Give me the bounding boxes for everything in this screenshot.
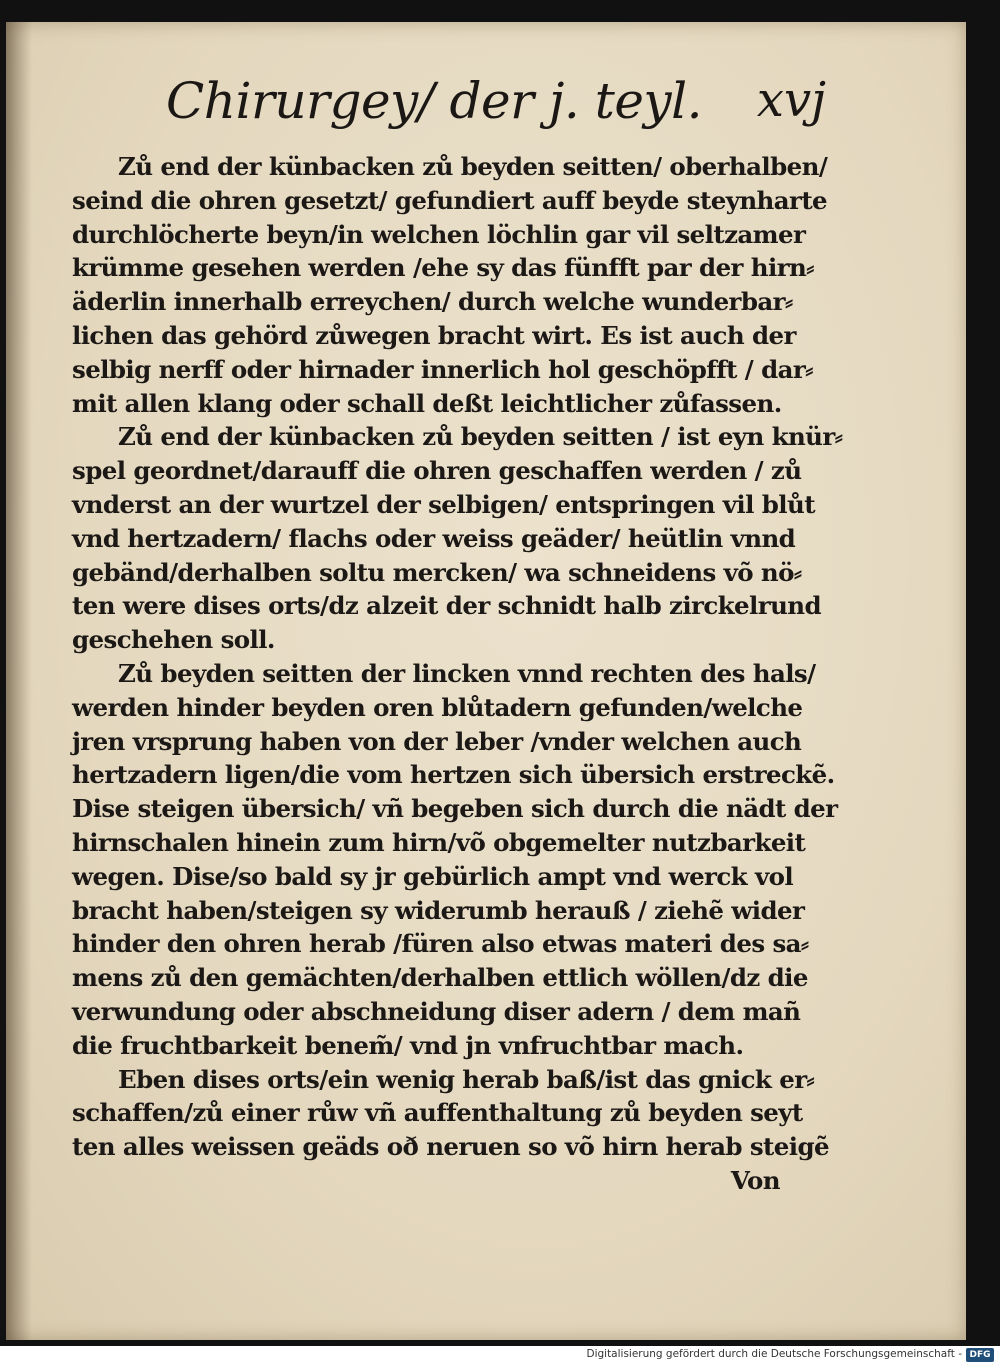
text-line: mens zů den gemächten/derhalben ettlich wöllen/dz die [72, 963, 808, 993]
body-text [72, 150, 843, 1198]
page-header [166, 72, 826, 142]
text-line: hirnschalen hinein zum hirn/võ obgemelter nutzbarkeit [72, 827, 806, 857]
text-line: lichen das gehörd zůwegen bracht wirt. Es ist auch der [72, 320, 796, 350]
text-line: vnd hertzadern/ flachs oder weiss geäder/ heütlin vnnd [72, 523, 796, 553]
text-line: Zů end der künbacken zů beyden seitten/ oberhalben/ [118, 152, 828, 181]
text-line: schaffen/zů einer růw vñ auffenthaltung zů beyden seyt [72, 1098, 803, 1128]
text-line: durchlöcherte beyn/in welchen löchlin gar vil seltzamer [72, 219, 806, 249]
text-line: hertzadern ligen/die vom hertzen sich übersich erstreckẽ. [72, 760, 835, 790]
text-line: werden hinder beyden oren blůtadern gefunden/welche [72, 692, 803, 722]
text-line: verwundung oder abschneidung diser adern / dem mañ [72, 996, 801, 1026]
text-line: hinder den ohren herab /füren also etwas materi des sa⸗ [72, 929, 809, 959]
gutter-shadow [6, 22, 32, 1340]
text-line: jren vrsprung haben von der leber /vnder welchen auch [72, 726, 802, 756]
text-line: äderlin innerhalb erreychen/ durch welche wunderbar⸗ [72, 287, 793, 317]
running-title: Chirurgey/ der j. teyl. [166, 72, 703, 130]
text-line: Zů end der künbacken zů beyden seitten / ist eyn knür⸗ [118, 422, 843, 452]
text-line: geschehen soll. [72, 625, 275, 655]
text-line: krümme gesehen werden /ehe sy das fünfft par der hirn⸗ [72, 253, 814, 283]
text-line: bracht haben/steigen sy widerumb herauß / ziehẽ wider [72, 895, 805, 925]
text-line: wegen. Dise/so bald sy jr gebürlich ampt vnd werck vol [72, 861, 794, 891]
text-line: mit allen klang oder schall deßt leichtlicher zůfassen. [72, 388, 782, 418]
text-line: Dise steigen übersich/ vñ begeben sich durch die nädt der [72, 794, 838, 824]
catchword: Von [730, 1165, 780, 1195]
folio-number: xvj [756, 72, 826, 128]
text-line: gebänd/derhalben soltu mercken/ wa schneidens võ nö⸗ [72, 557, 802, 587]
text-line: ten were dises orts/dz alzeit der schnidt halb zirckelrund [72, 591, 822, 621]
text-line: selbig nerff oder hirnader innerlich hol geschöpfft / dar⸗ [72, 354, 813, 384]
text-line: seind die ohren gesetzt/ gefundiert auff beyde steynharte [72, 185, 828, 215]
text-line: Zů beyden seitten der lincken vnnd rechten des hals/ [118, 658, 816, 688]
text-line: vnderst an der wurtzel der selbigen/ entspringen vil blůt [72, 489, 815, 519]
text-line: ten alles weissen geäds oð neruen so võ hirn herab steigẽ [72, 1132, 829, 1162]
text-line: Eben dises orts/ein wenig herab baß/ist das gnick er⸗ [118, 1064, 815, 1094]
text-line: spel geordnet/darauff die ohren geschaffen werden / zů [72, 456, 802, 486]
footer-bar [0, 1346, 1000, 1366]
text-line: die fruchtbarkeit benem̃/ vnd jn vnfruchtbar mach. [72, 1030, 744, 1060]
dfg-logo: DFG [966, 1348, 994, 1362]
funding-note: Digitalisierung gefördert durch die Deutsche Forschungsgemeinschaft - [586, 1348, 962, 1360]
